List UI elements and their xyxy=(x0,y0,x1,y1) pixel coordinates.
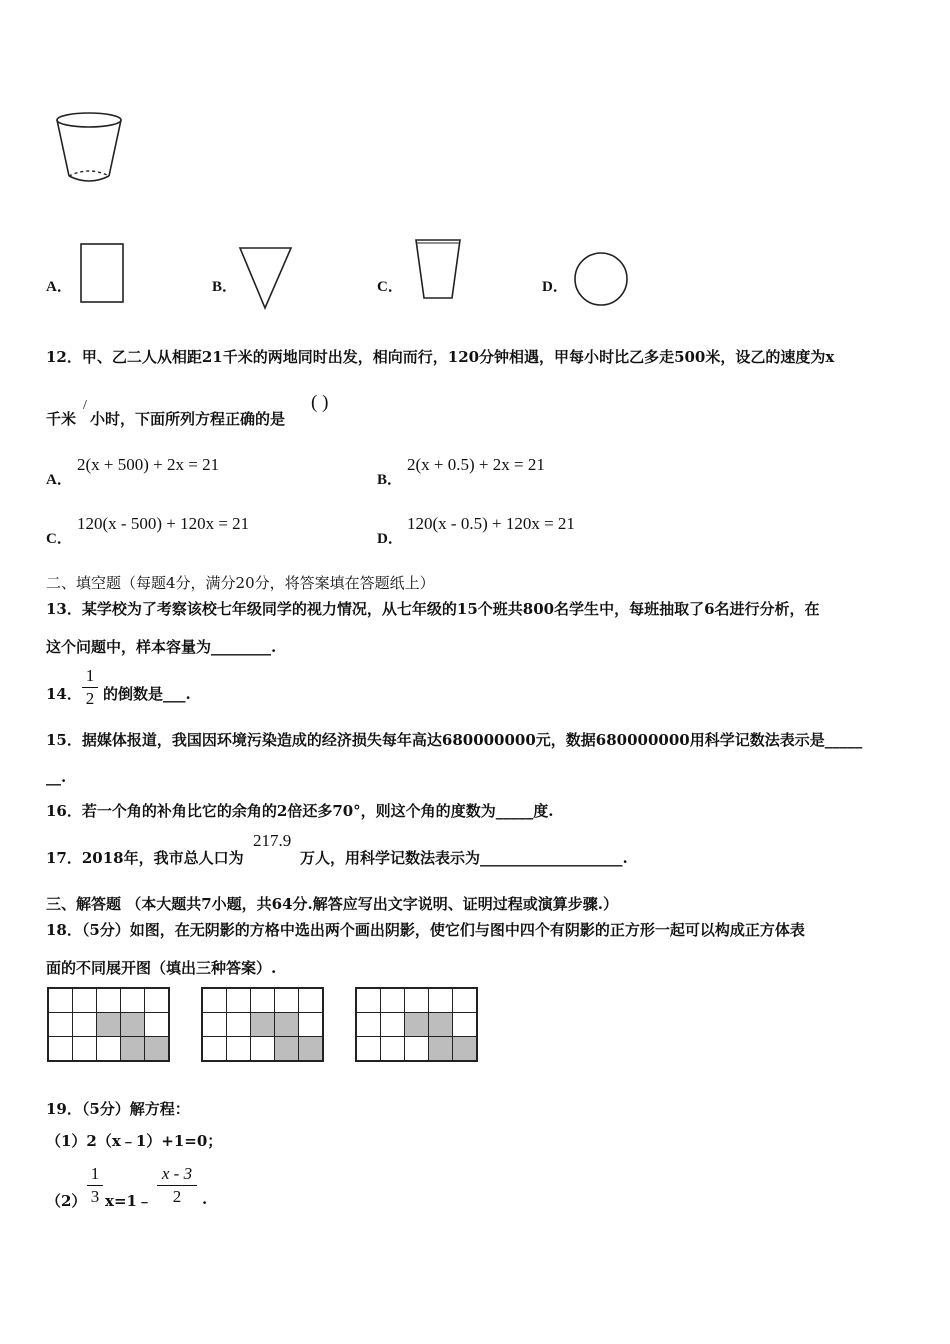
option-c-label: C． xyxy=(377,279,403,295)
cube-net-grid-2 xyxy=(201,987,324,1062)
q13-line1: 13．某学校为了考察该校七年级同学的视力情况，从七年级的15个班共800名学生中，每班抽取了6名进行分析，在 xyxy=(46,600,820,618)
q12-option-a-label: A． xyxy=(46,472,72,488)
q19-part2-end: . xyxy=(202,1190,208,1208)
q19-part2-label: （2） xyxy=(46,1192,87,1210)
circle-figure xyxy=(574,252,630,308)
q19-frac1-numerator: 1 xyxy=(90,1164,100,1183)
q18-line1: 18．（5分）如图，在无阴影的方格中选出两个画出阴影，使它们与图中四个有阴影的正方形一起可以构成正方体表 xyxy=(46,921,805,939)
trapezoid-figure xyxy=(413,238,463,300)
cube-net-grid-1 xyxy=(47,987,170,1062)
q19-frac1-denominator: 3 xyxy=(90,1187,100,1206)
q12-line2b: 小时，下面所列方程正确的是 xyxy=(90,410,286,428)
q16-text: 16．若一个角的补角比它的余角的2倍还多70°，则这个角的度数为_____度. xyxy=(46,802,554,820)
triangle-figure xyxy=(238,246,294,310)
option-b-label: B． xyxy=(212,279,238,295)
cube-net-grid-3 xyxy=(355,987,478,1062)
q19-frac2-bar xyxy=(157,1185,197,1186)
rectangle-figure xyxy=(80,243,125,305)
q12-slash: / xyxy=(83,398,87,413)
option-a-label: A． xyxy=(46,279,72,295)
q19-title: 19．（5分）解方程： xyxy=(46,1100,190,1118)
q17-text-a: 17．2018年，我市总人口为 xyxy=(46,849,244,867)
section2-heading: 二、填空题（每题4分，满分20分，将答案填在答题纸上） xyxy=(46,574,435,592)
q17-value: 217.9 xyxy=(253,831,292,850)
q18-line2: 面的不同展开图（填出三种答案）. xyxy=(46,959,277,977)
q14-frac-numerator: 1 xyxy=(85,666,95,685)
cup-figure xyxy=(55,110,125,185)
q12-option-d-label: D． xyxy=(377,531,403,547)
q12-paren: ( ) xyxy=(311,392,329,413)
q15-line1: 15．据媒体报道，我国因环境污染造成的经济损失每年高达680000000元，数据680000000用科学记数法表示是_____ xyxy=(46,731,863,749)
q14-frac-denominator: 2 xyxy=(85,689,95,708)
section3-heading: 三、解答题 （本大题共7小题，共64分.解答应写出文字说明、证明过程或演算步骤.） xyxy=(46,895,618,913)
q19-frac2-denominator: 2 xyxy=(172,1187,182,1206)
q14-fraction xyxy=(82,666,98,709)
q17-text-b: 万人，用科学记数法表示为___________________. xyxy=(300,849,628,867)
q12-option-c-eq: 120(x - 500) + 120x = 21 xyxy=(77,514,250,533)
q12-option-b-eq: 2(x + 0.5) + 2x = 21 xyxy=(407,455,545,474)
q14-text: 的倒数是___. xyxy=(103,685,191,703)
q12-option-a-eq: 2(x + 500) + 2x = 21 xyxy=(77,455,220,474)
option-d-label: D． xyxy=(542,279,568,295)
q14-frac-bar xyxy=(82,687,98,688)
q12-line1: 12．甲、乙二人从相距21千米的两地同时出发，相向而行，120分钟相遇，甲每小时比乙多走500米，设乙的速度为x xyxy=(46,348,835,366)
q13-line2: 这个问题中，样本容量为________. xyxy=(46,638,277,656)
q19-frac2-numerator: x - 3 xyxy=(161,1164,193,1183)
q12-option-b-label: B． xyxy=(377,472,403,488)
q19-fraction-1 xyxy=(87,1164,103,1207)
q12-option-d-eq: 120(x - 0.5) + 120x = 21 xyxy=(407,514,575,533)
q19-frac1-bar xyxy=(87,1185,103,1186)
q19-part1: （1）2（x﹣1）+1=0； xyxy=(46,1132,223,1150)
q19-part2-mid: x=1﹣ xyxy=(105,1192,152,1210)
q15-line2: __. xyxy=(46,768,67,786)
q14-number: 14． xyxy=(46,685,82,703)
q12-option-c-label: C． xyxy=(46,531,72,547)
q12-line2a: 千米 xyxy=(46,410,77,428)
q19-fraction-2 xyxy=(157,1164,197,1207)
